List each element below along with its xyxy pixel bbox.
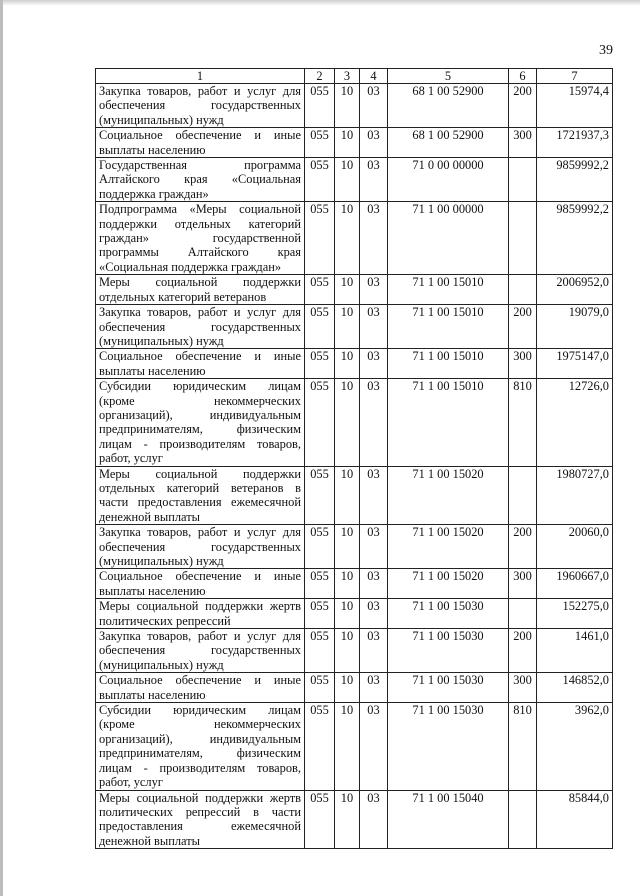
section-cell: 10 — [335, 379, 360, 466]
table-row — [96, 569, 613, 599]
subsection-cell: 03 — [360, 525, 388, 569]
subsection-cell: 03 — [360, 202, 388, 275]
column-header: 3 — [335, 69, 360, 84]
subsection-cell: 03 — [360, 158, 388, 202]
table-row — [96, 703, 613, 790]
expense-type-cell: 810 — [509, 703, 537, 790]
section-cell: 10 — [335, 703, 360, 790]
section-cell: 10 — [335, 673, 360, 703]
row-name-cell: Закупка товаров, работ и услуг для обеспечения государственных (муниципальных) нужд — [96, 305, 305, 349]
ministry-code-cell: 055 — [305, 275, 335, 305]
row-name-cell: Меры социальной поддержки жертв политических репрессий в части предоставления ежемесячной денежной выплаты — [96, 790, 305, 849]
table-row — [96, 202, 613, 275]
scan-edge-top — [0, 0, 640, 6]
row-name-cell: Субсидии юридическим лицам (кроме некоммерческих организаций), индивидуальным предпринимателям, физическим лицам - производителям товаров, работ, услуг — [96, 379, 305, 466]
table-row — [96, 673, 613, 703]
table-row — [96, 790, 613, 849]
expense-type-cell: 200 — [509, 84, 537, 128]
ministry-code-cell: 055 — [305, 525, 335, 569]
target-article-cell: 68 1 00 52900 — [388, 84, 509, 128]
target-article-cell: 71 1 00 15030 — [388, 703, 509, 790]
section-cell: 10 — [335, 84, 360, 128]
subsection-cell: 03 — [360, 275, 388, 305]
ministry-code-cell: 055 — [305, 703, 335, 790]
table-row — [96, 629, 613, 673]
ministry-code-cell: 055 — [305, 466, 335, 525]
amount-cell: 85844,0 — [537, 790, 613, 849]
subsection-cell: 03 — [360, 84, 388, 128]
row-name-cell: Социальное обеспечение и иные выплаты населению — [96, 349, 305, 379]
amount-cell: 1975147,0 — [537, 349, 613, 379]
target-article-cell: 71 0 00 00000 — [388, 158, 509, 202]
table-row — [96, 305, 613, 349]
expense-type-cell: 300 — [509, 569, 537, 599]
expense-type-cell: 300 — [509, 673, 537, 703]
target-article-cell: 71 1 00 00000 — [388, 202, 509, 275]
subsection-cell: 03 — [360, 466, 388, 525]
subsection-cell: 03 — [360, 629, 388, 673]
table-row — [96, 349, 613, 379]
expense-type-cell — [509, 158, 537, 202]
table-header-row — [96, 69, 613, 84]
ministry-code-cell: 055 — [305, 84, 335, 128]
expense-type-cell — [509, 202, 537, 275]
expense-type-cell — [509, 275, 537, 305]
expense-type-cell — [509, 790, 537, 849]
section-cell: 10 — [335, 466, 360, 525]
amount-cell: 146852,0 — [537, 673, 613, 703]
expense-type-cell: 200 — [509, 305, 537, 349]
section-cell: 10 — [335, 569, 360, 599]
target-article-cell: 71 1 00 15030 — [388, 629, 509, 673]
amount-cell: 9859992,2 — [537, 158, 613, 202]
amount-cell: 15974,4 — [537, 84, 613, 128]
section-cell: 10 — [335, 202, 360, 275]
expense-type-cell: 200 — [509, 629, 537, 673]
ministry-code-cell: 055 — [305, 379, 335, 466]
subsection-cell: 03 — [360, 599, 388, 629]
ministry-code-cell: 055 — [305, 790, 335, 849]
column-header: 5 — [388, 69, 509, 84]
target-article-cell: 71 1 00 15010 — [388, 379, 509, 466]
row-name-cell: Социальное обеспечение и иные выплаты населению — [96, 673, 305, 703]
target-article-cell: 71 1 00 15020 — [388, 466, 509, 525]
section-cell: 10 — [335, 128, 360, 158]
table-row — [96, 158, 613, 202]
target-article-cell: 71 1 00 15020 — [388, 525, 509, 569]
row-name-cell: Закупка товаров, работ и услуг для обеспечения государственных (муниципальных) нужд — [96, 525, 305, 569]
expense-type-cell: 810 — [509, 379, 537, 466]
section-cell: 10 — [335, 349, 360, 379]
column-header: 7 — [537, 69, 613, 84]
ministry-code-cell: 055 — [305, 158, 335, 202]
table-body — [96, 69, 613, 849]
column-header: 2 — [305, 69, 335, 84]
ministry-code-cell: 055 — [305, 599, 335, 629]
column-header: 6 — [509, 69, 537, 84]
subsection-cell: 03 — [360, 379, 388, 466]
amount-cell: 1980727,0 — [537, 466, 613, 525]
amount-cell: 1721937,3 — [537, 128, 613, 158]
target-article-cell: 68 1 00 52900 — [388, 128, 509, 158]
amount-cell: 152275,0 — [537, 599, 613, 629]
subsection-cell: 03 — [360, 673, 388, 703]
target-article-cell: 71 1 00 15030 — [388, 599, 509, 629]
column-header: 1 — [96, 69, 305, 84]
subsection-cell: 03 — [360, 569, 388, 599]
ministry-code-cell: 055 — [305, 629, 335, 673]
target-article-cell: 71 1 00 15040 — [388, 790, 509, 849]
target-article-cell: 71 1 00 15010 — [388, 305, 509, 349]
target-article-cell: 71 1 00 15030 — [388, 673, 509, 703]
table-row — [96, 275, 613, 305]
row-name-cell: Подпрограмма «Меры социальной поддержки отдельных категорий граждан» государственной программы Алтайского края «Социальная поддержка граждан» — [96, 202, 305, 275]
section-cell: 10 — [335, 599, 360, 629]
section-cell: 10 — [335, 305, 360, 349]
subsection-cell: 03 — [360, 305, 388, 349]
table-row — [96, 525, 613, 569]
expense-type-cell — [509, 466, 537, 525]
section-cell: 10 — [335, 158, 360, 202]
expense-type-cell: 300 — [509, 128, 537, 158]
amount-cell: 12726,0 — [537, 379, 613, 466]
target-article-cell: 71 1 00 15020 — [388, 569, 509, 599]
amount-cell: 20060,0 — [537, 525, 613, 569]
expense-type-cell: 200 — [509, 525, 537, 569]
row-name-cell: Меры социальной поддержки жертв политических репрессий — [96, 599, 305, 629]
section-cell: 10 — [335, 275, 360, 305]
section-cell: 10 — [335, 525, 360, 569]
table-row — [96, 466, 613, 525]
column-header: 4 — [360, 69, 388, 84]
ministry-code-cell: 055 — [305, 673, 335, 703]
row-name-cell: Закупка товаров, работ и услуг для обеспечения государственных (муниципальных) нужд — [96, 84, 305, 128]
subsection-cell: 03 — [360, 790, 388, 849]
table-row — [96, 128, 613, 158]
expense-type-cell: 300 — [509, 349, 537, 379]
budget-table — [95, 68, 613, 849]
table-row — [96, 599, 613, 629]
expense-type-cell — [509, 599, 537, 629]
row-name-cell: Меры социальной поддержки отдельных категорий ветеранов — [96, 275, 305, 305]
ministry-code-cell: 055 — [305, 202, 335, 275]
section-cell: 10 — [335, 790, 360, 849]
scan-edge-left — [0, 0, 3, 896]
row-name-cell: Государственная программа Алтайского края «Социальная поддержка граждан» — [96, 158, 305, 202]
row-name-cell: Меры социальной поддержки отдельных категорий ветеранов в части предоставления ежемесячной денежной выплаты — [96, 466, 305, 525]
row-name-cell: Закупка товаров, работ и услуг для обеспечения государственных (муниципальных) нужд — [96, 629, 305, 673]
ministry-code-cell: 055 — [305, 349, 335, 379]
table-row — [96, 84, 613, 128]
amount-cell: 9859992,2 — [537, 202, 613, 275]
table-row — [96, 379, 613, 466]
row-name-cell: Социальное обеспечение и иные выплаты населению — [96, 569, 305, 599]
amount-cell: 2006952,0 — [537, 275, 613, 305]
ministry-code-cell: 055 — [305, 305, 335, 349]
amount-cell: 19079,0 — [537, 305, 613, 349]
amount-cell: 1461,0 — [537, 629, 613, 673]
subsection-cell: 03 — [360, 128, 388, 158]
subsection-cell: 03 — [360, 349, 388, 379]
page-number: 39 — [599, 43, 613, 58]
section-cell: 10 — [335, 629, 360, 673]
ministry-code-cell: 055 — [305, 128, 335, 158]
amount-cell: 3962,0 — [537, 703, 613, 790]
target-article-cell: 71 1 00 15010 — [388, 349, 509, 379]
ministry-code-cell: 055 — [305, 569, 335, 599]
row-name-cell: Социальное обеспечение и иные выплаты населению — [96, 128, 305, 158]
row-name-cell: Субсидии юридическим лицам (кроме некоммерческих организаций), индивидуальным предпринимателям, физическим лицам - производителям товаров, работ, услуг — [96, 703, 305, 790]
subsection-cell: 03 — [360, 703, 388, 790]
amount-cell: 1960667,0 — [537, 569, 613, 599]
target-article-cell: 71 1 00 15010 — [388, 275, 509, 305]
